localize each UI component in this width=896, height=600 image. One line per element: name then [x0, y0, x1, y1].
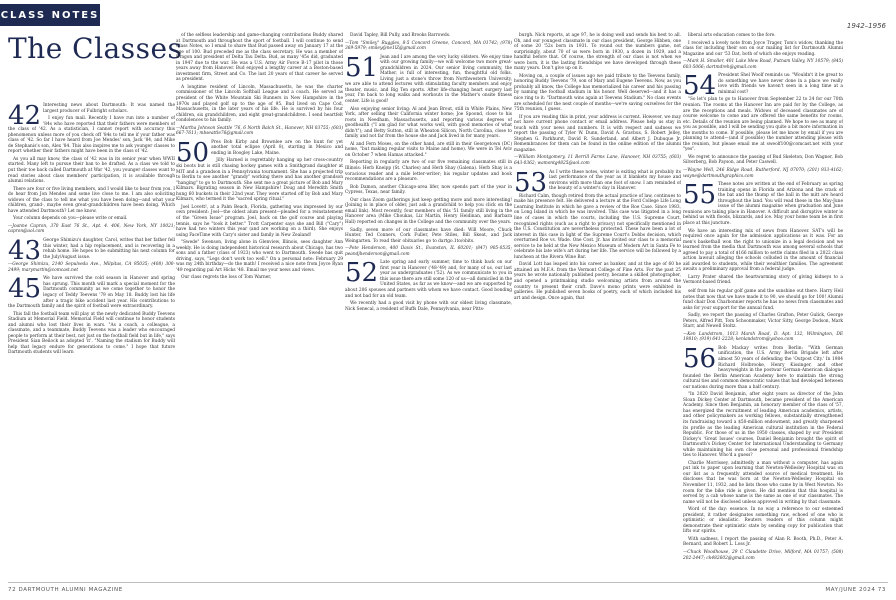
note-paragraph: "In 2020 David Benjamin, after eight years as director of the John Sloan Dickey Center at Dartmouth, became president of the American Academy. Since then Benjamin, an honorary member of the class of '57, has energized the recruitment of leading American academics, artists, and other policymakers as working fellows, substantially strengthened its fundraising toward a $50-million endowment, and greatly sharpened its profile as the leading American cultural institution in the Federal Republic. For those of us in the 1950 classes, shaped by our President Dickey's 'Great Issues' courses, Daniel Benjamin brought the spirit of Dartmouth's Dickey Center for International Understanding to Germany while maintaining his own close personal and professional friendship ties to Hanover. Who'd a guess?	[683, 392, 843, 459]
class-year-number: 54	[683, 71, 717, 102]
class-entry	[176, 137, 343, 281]
class-entry	[345, 260, 512, 312]
secretary-signature: —Mark H. Smoller, 401 Lake Mew Road, Putnam Valley, NY 10579; (845) 603-5066; dartmdreh@gmail.com	[683, 59, 843, 70]
note-paragraph: Joel Lovett!, at a Palm Beach, Florida, gathering was impressed by our own president: Joel—the oldest alum present—pleaded for a reinstatement of the "Green Issue" program. Joel, back on the golf course and playing tennis, says he "took it better." Trott Carpenter says she and Bill ("Cary") have had two winters this year (and are working on a third). She enjoys using FaceTime with Cary's sister and family in New Zealand!	[176, 204, 343, 238]
class-year-number: 51	[345, 52, 379, 83]
note-paragraph: Your column depends on you—please write or email.	[13, 216, 128, 222]
note-paragraph: Also enjoying senior living: Al and Jean Brout, still in White Plains, New York, after selling their California winter home; Joe Spoond, close to his roots in Needham, Massachusetts, and reporting various degrees of goodhealth ("I am glad for what works well, with good memories of what didn't"); and Betty Sutton, still in Wheaton Silicon, North Carolina, close to family and not far from the house she and Jack lived in for many years.	[345, 106, 512, 140]
note-paragraph: Jilly Harned is regrettably hanging up her cross-country ski boots but is still chasing hockey games with a Smithgrand daughter at MIT and a grandson in a Pennsylvania tournament. She has a projected trip to Berlin to see another "grandy" working there and has another grandson "hanging" to go to Dartmouth. She sent me a great picture of Bob and Mary Kilmars. Bigrating season in New Hampshire! Doug and Meredith Smith hung 60 buckets in their 22nd year. They were started off by Bob and Mary Kilmars, who termed it the "sacred spring ritual."	[176, 158, 343, 203]
class-year-number: 42	[8, 101, 42, 131]
class-year-number: 50	[176, 137, 210, 168]
class-entry	[8, 276, 175, 356]
note-paragraph: I enjoy fun mail. Recently I have run into a number of '84s who have reported that their fathers were members of the class of '42. As a statistician, I cannot report with accuracy this phenomenon unless more of you check off '84s to tell me if your father was class of '42. So far I have heard from Joe Mendes' son, Jack '84, and Mike de Stephanis's son, Alex '84. This also inspires me to ask younger classes to report whether their fathers might have been in the class of '42.	[8, 116, 175, 155]
column-1	[8, 100, 175, 576]
column-4	[514, 30, 681, 576]
note-paragraph: We have an interesting mix of news from Hanover. SAT's will be required once again for the admission applications as it was. For an men's basketball won the right to unionize in a legal decision and we learned from the media that Dartmouth was among several schools that agreed to pay a total of $166 million to settle claims filed in a 2022 class action lawsuit alleging the schools colluded in the amount of financial aid awarded to students, while their wealthier families. The agreement awaits a preliminary approval from a federal judge.	[683, 228, 843, 273]
note-paragraph: David Lott has leaped into his career as banker, and at the age of 60 he attained an M.F.A. from the Vermont College of Fine Arts. For the past 25 years he wrote nationally published poetry, became a skilled photographer, and opened a printmaking studio welcoming artists from around the country to present their craft. Dave's mono prints were exhibited in galleries. He published seven books of poetry, each of which included his art and design. Once again, that	[514, 262, 681, 301]
note-paragraph: Late spring and early summer, time to think back on our first year in Hanover ('48-'49) and, for many of us, our last year as undergraduates ('52). As we communicate to you in this issue there are still some 120 of us—all domiciled in the United States, as far as we know—and we are supported by about 206 spouses and partners with whom we have contact. Good bonding and not bad for an old team.	[345, 260, 512, 299]
note-paragraph: This fall the football team will play at the newly dedicated Buddy Teevens Stadium at Memorial Field. Memorial Field will continue to honor students and alumni who lost their lives in wars. "As a coach, a colleague, a classmate, and a teammate, Buddy Teevens was a leader who encouraged people to perform at their best, not just on the football field but in life," says President Sian Beilock as adopted 'it'. "Naming the stadium for Buddy will help that legacy endure for generations to come." I hope that future Dartmouth students will learn	[8, 311, 175, 356]
footer-right: MAY/JUNE 2024 73	[825, 587, 886, 593]
class-year-number: 56	[683, 343, 717, 374]
note-paragraph: We regret to announce the passing of Bud Skeleton, Don Wagner, Bob Silverberg, Bob Payson, and Peter Caswell.	[683, 154, 843, 166]
secretary-signature: —Ken Landstrom, 1013 Marsh Road, D. Apt. 132, Wilmington, DE 19810; (919) 641-2228; kenlandstrom@yahoo.com	[683, 331, 843, 343]
note-paragraph: We have survived the cold season in Hanover and spring has sprung. This month will mark a special moment for the Dartmouth community as we come together to honor the legacy of Teddy Teevens '79 on May 18. Buddy lost his life after a tragic bike accident last year. His contributions to the Dartmouth family and the spirit of football were extraordinary.	[8, 276, 175, 310]
note-paragraph: With sadness, I report the passing of Alan R. Booth, Ph.D., Peter A. Bernard, and Robert L. Loss Jr.	[683, 536, 843, 548]
class-entry	[8, 238, 175, 273]
note-paragraph: President Shel Woolf reminds us: "Wouldn't it be great to do something we have never done in a place we really love with friends we haven't seen in a long time at a minimal cost?	[718, 73, 843, 95]
footer-rule	[8, 582, 888, 583]
footer-left: 72 DARTMOUTH ALUMNI MAGAZINE	[8, 587, 123, 593]
column-2	[176, 30, 343, 576]
class-entry	[514, 33, 681, 167]
class-entry	[683, 182, 843, 286]
note-paragraph: Bob Damon, another Chicago-area lifer, now spends part of the year in Cypress, Texas, near family.	[345, 184, 512, 196]
note-paragraph: Our class regrets the loss of Tom Warner,	[181, 275, 272, 281]
note-paragraph: Larry Prater shared the heartwarming story of giving kidneys to a Vermont-based friend.	[683, 274, 843, 286]
secretary-signature: —Chuck Woodhouse, 29 C Claudette Drive, Milford, MA 01757; (508) 202-2447; ck482602@gmail.com	[683, 550, 843, 561]
secretary-signature: —Martha Johnson Seattle '76, 6 North Balch St., Hanover, NH 03755; (603) 667-7611; mbseattle76@gmail.com	[176, 125, 343, 137]
class-year-number: 45	[8, 274, 42, 305]
class-entry	[683, 73, 843, 179]
note-paragraph: Jean and I are among the very lucky oldsters. We enjoy time with our growing family—we will welcome two more great-grandchildren in 2024. Our senior living community, the Mather, is full of interesting, fun, thoughtful old folks. Living just a stone's throw from Northwestern University, we are able to attend lectures with stimulating faculty members and enjoy theater, music, and Big Ten sports. After life-changing heart surgery last year, I'm back to long walks and workouts in the Mather's onsite fitness center. Life is good!	[345, 54, 512, 105]
section-tag: CLASS NOTES	[0, 4, 100, 26]
note-paragraph: burgh. Nick reports, at age 97, he is doing well and sends his best to all. Oh, and our youngest classmate in our class president, George Hibben, one of some 20 '52s born in 1931. To round out the numbers game, not surprisingly, about 70 of us were born in 1930, a dozen in 1929, and a handful before that. Of course, the strength of our class is not when we were born, it is the lasting friendships we have developed through these many years. Don't give up on it.	[514, 33, 681, 72]
secretary-signature: —Joanne Capron, 370 East 76 St., Apt. 4. 406, New York, NY 10021; capron@aol.com	[8, 223, 175, 235]
note-paragraph: "Swede" Swenson, living alone in Glenview, Illinois, sees daughter Ann weekly. He is doing independent historical research about Chicago, has two sons and a father (class of 1923) who went to Dartmouth. Swede has quit driving, says, "Legs don't work too well." On a personal note: February 29 was my 24th birthday—do the math! I received a nice note from Joyce Ryan '49 regarding pal Art Hicks '48. Email me your news and views.	[176, 240, 343, 273]
secretary-signature: —Wayne Well, 246 Ridge Road, Rutherford, NJ 07070; (201) 933-4162; wayne@dartmouthgraphics.com	[683, 168, 843, 179]
class-entry	[514, 167, 681, 302]
note-paragraph: Sadly, seven more of our classmates have died: Will Moore, Chuck Hunter, Ted Conners, Cork Fuller, Pete Stiles, Bill Skeat, and Jack Weingarten. To read their obituaries go to dartgo.1to/obits.	[345, 227, 512, 244]
column-5	[683, 30, 843, 576]
class-year-number: 55	[683, 180, 717, 211]
class-entry	[345, 52, 512, 258]
class-entry	[345, 33, 512, 52]
note-paragraph: Interesting news about Dartmouth: It was named the largest producer of Fulbright scholars.	[43, 103, 175, 114]
note-paragraph: If you are reading this in print, your address is current. However, we may not have current phone contact or email address. Please help us stay in touch with your news and numbers. It is with respect and sadness we report the passing of Tyler W. Dunn, David A. Gravbus, S. Robert Jelley, Stephen G. Parkhurst, David R. Sunderland, and Albert J. Dubuque Jr. Remembrances for them can be found in the online edition of the alumni magazine.	[514, 114, 681, 153]
note-paragraph: I received a lovely note from Joyce Trager, Tom's widow, thanking the class for including their son on our mailing list for Dartmouth Alumni Magazine and our '53 Dat, both of which she enjoys reading.	[683, 40, 843, 57]
note-paragraph: Moving on, a couple of issues ago we paid tribute to the Teevens family, honoring Buddy Teevens '79, son of Mary and Eugene Teevens. Now, as you probably all know, the College has memorialized his career and his passing by naming the football stadium in his honor. Well deserved—and it has a nice ring to it: "Dartmouth wins again at Teevens Stadium." No class events are scheduled for the next couple of months—we're saving ourselves for the 75th reunion, I guess.	[514, 73, 681, 113]
note-paragraph: Al and Fern Moses, on the other hand, are still in their Georgetown (DC) home, "but making regular visits to Maine and home). We were in Tel Aviv on October 7 when Hamas attacked."	[345, 141, 512, 158]
note-paragraph: Sadly, we report the passing of Charles Grafton, Peter Gulick, George Peters, Alfred Pitt, Tom Schoonmaker, Victor Sitty, George Dodson, Mark Starr, and Newell Stoltz.	[683, 313, 843, 330]
header-band	[0, 0, 896, 16]
note-paragraph: Richard Calm, though retired from the actual practice of law, continues to make his presence felt. He delivered a lecture at the Ford College Life Long Learning Institute in which he gave a review of the Roe Case. Since 1983, on Long Island in which he was involved. This case was litigated in a long line of cases in which the courts, including the U.S. Supreme Court, recognized rights (such as a right to privacy) not specifically mentioned in the U.S. Constitution are nevertheless protected. These have been a lot of interest in this case in light of the Supreme Court's Dobbs decision, which overturned Roe vs. Wade. One Cost. Jr. has invited our class to a memorial service to be held at the New Mexico Museum of Modern Art in Santa Fe to celebrate his late wife's art during her life. The service will be followed by a luncheon at the Rivera Wine Bar.	[514, 193, 681, 260]
year-range: 1942–1956	[846, 22, 886, 30]
note-paragraph: Pres Bob Kirby and Brownlee are on the hunt for yet another total eclipse (April 8), starting in Mexico and ending in Boogley Lake, Maine.	[211, 139, 343, 156]
note-paragraph: David Tapley, Bill Pully, and Brooks Barrowds.	[350, 33, 451, 38]
class-year-number: 53	[514, 167, 548, 198]
secretary-signature: —William Montgomery, 11 Berrill Farms Lane, Hanover, NH 03755; (603) 643-0362; wamontg4825@aol.com	[514, 155, 681, 167]
class-entry	[683, 33, 843, 70]
note-paragraph: "So let's plan to go to Hanover from September 22 to 24 for our 70th reunion. The rooms at the Hanover Inn are paid for by the College, as are the receptions and meals. Widows of deceased classmates are of course welcome to come and are offered the same benefits for rooms, etc. Details of the reunion are being planned. We hope to see as many of you as possible, and I will be sending you quite a bit more information in the months to come. If possible, please let me know by email if you are planning to attend—(and if possible) the number attending please with the reunion, but please email me at sweolf100@comcast.net with your "yes".	[683, 97, 843, 153]
note-paragraph: We recently had a good visit by phone with our oldest living classmate, Nick Senecal, a resident of Buffs Dale, Pennsylvania, near Pitts-	[345, 301, 512, 312]
note-paragraph: of the selfless leadership and game-changing contributions Buddy shared at Dartmouth and throughout the sport of football. I will continue to send Class Notes, so I email to share that Bud passed away on January 17 at the age of 100. Bud preceded me as the class secretary. He was a member of Dragon and president of Delta Tau Delta. Bud, as many '45s did, graduated in 1947 due to the war. He was a U.S. Army Air Force B-17 pilot in those years away from Hanover. Bud enjoyed a lengthy career at a Boston-based investment firm, Street and Co. The last 20 years of that career he served as president.	[176, 33, 343, 83]
note-paragraph: There are four or five living members, and I would like to hear from you. I do hear from Jon Mendes and some live close to me. I am also soliciting widows of the class to tell me what you have been doing—and what your children, grand-, maybe even great-grandchildren have been doing. Which have attended Dartmouth? Let me know.	[8, 186, 175, 214]
note-paragraph: self from his regular golf game and the sunshine out there. Harry Heil notes that now that we have made it to 90, we should go for 100! Alumni fund chair Don Charbonnier reports he has no news from classmates and asks for your support for the annual fund.	[683, 288, 843, 311]
class-entry	[176, 33, 343, 137]
note-paragraph: These notes are written at the end of February as spring training opens in Florida and Arizona and the crack of the bat and the thump of the ball in the mitt are heard throughout the land. You will read these in the May-June issue of the alumni magazine when graduation and June reunions are taking place in Hanover. A difficult and disruptive winter is behind us with floods, blizzards, and ice. May your home team be in first place at this juncture.	[683, 182, 843, 226]
note-paragraph: Charlie Morrissey, admittedly a man without a computer, has again put ink to paper upon learning that Newton-Wellesley Hospital was on our list as a frequently attended source of medical treatment. He discloses that he was born at the Newton-Wellesley Hospital on November 11, 1932, and he lists those who came by in West Newton. No room for the bike ride is given. He did mention that this hospital is served by a cab whose name is the same as one of our classmates. The name will not be disclosed unless approved in writing by that classmate.	[683, 460, 843, 505]
secretary-signature: —Pete Henderson, 400 Davis St., Evanston, IL 60201; (847) 905-0535; peandjhenderson@gmail.com	[345, 246, 512, 257]
class-entry	[683, 289, 843, 343]
secretary-signature: —Tom "Smiley" Ruggles, 8-5 Concord Greene, Concord, MA 01742; (978) 369-5979; smiley@ne1lZ@gmail.com	[345, 40, 512, 52]
note-paragraph: George Shimizu's daughter, Carol, writes that her father fell this winter, had a hip replacement, and is recovering in a rehab home. He hopes to be submitting his next column for the July/August issue.	[43, 238, 175, 260]
note-paragraph: liberal arts education comes to the fore.	[688, 33, 776, 38]
note-paragraph: Reporting in regularly are two of our five remaining classmates still in Illinois: Herb Kneipp (St. Charles) and Herb Shay (Galena). Herb Shay is a voracious reader and a mile letter-writer; his regular updates and book recommendations are a pleasure.	[345, 160, 512, 183]
note-paragraph: A longtime resident of Lincoln, Massachusetts, he was the charter commissioner of the Lincoln Softball League and a coach. He served as president of the White Mountain Ski Runners in New Hampshire in the 1970s and played golf up to the age of 95. Bud lived on Cape Cod, Massachusetts, in the later years of his life. He is survived by his four children, six grandchildren, and eight great-grandchildren. I send heartfelt condolences to his family.	[176, 84, 343, 124]
secretary-signature: —George Shimizu, 2140 Sepulveda Ave., Milpitas, CA 95035; (408) 300-2499; marymartin@comcast.net	[8, 262, 175, 273]
note-paragraph: Bob Mackay writes from Berlin: "With German unification, the U.S. Army Berlin Brigade left after almost 50 years of defending the 'Outpost City.' In 1984 Richard Holbrooke, Henry Kissinger, and other heavyweights in the postwar German-American dialogue founded the Berlin American Academy here to maintain the strong cultural ties and common democratic values that had developed between our nations during more than a half century.	[683, 345, 843, 390]
note-paragraph: Our class Zoom gatherings just keep getting more and more interesting! (Joining is in place of older, just ask a grandchild to help you click on the email link). Most recently, four members of this '51 family still living in the Hanover area (Mike Choukas, Liz Martin, Henry Heidinan, and Barbara Hall) reported on changes in the College and the community over the years.	[345, 197, 512, 225]
column-3	[345, 30, 512, 576]
class-entry	[683, 343, 843, 561]
page-title: The Classes	[8, 32, 183, 65]
class-year-number: 43	[8, 236, 42, 267]
class-year-number: 52	[345, 258, 379, 289]
class-entry	[8, 103, 175, 235]
note-paragraph: As you all may know, the class of '42 was in its senior year when WWII started. Many left to pursue their ban to be drafted. As a class we told to put their toe back called Dartmouth at War '42, you younger classes want to read stories about class members' participation, it is available through alumni relations.	[8, 156, 175, 185]
note-paragraph: Word of the day: essence. In no way a reference to our esteemed president, it rather designates something raw, echoed of one who is optimistic or idealistic. Reuters readers of this column might demonstrate their optimistic state by sending copy for publication that lifts our spirits.	[683, 507, 843, 535]
note-paragraph: As I write these notes, winter is exiting what is probably its last performance of the year as it blankets my house and environs with more than one foot of snow. I am reminded of the beauty of a winter's day in Hanover.	[549, 169, 681, 192]
